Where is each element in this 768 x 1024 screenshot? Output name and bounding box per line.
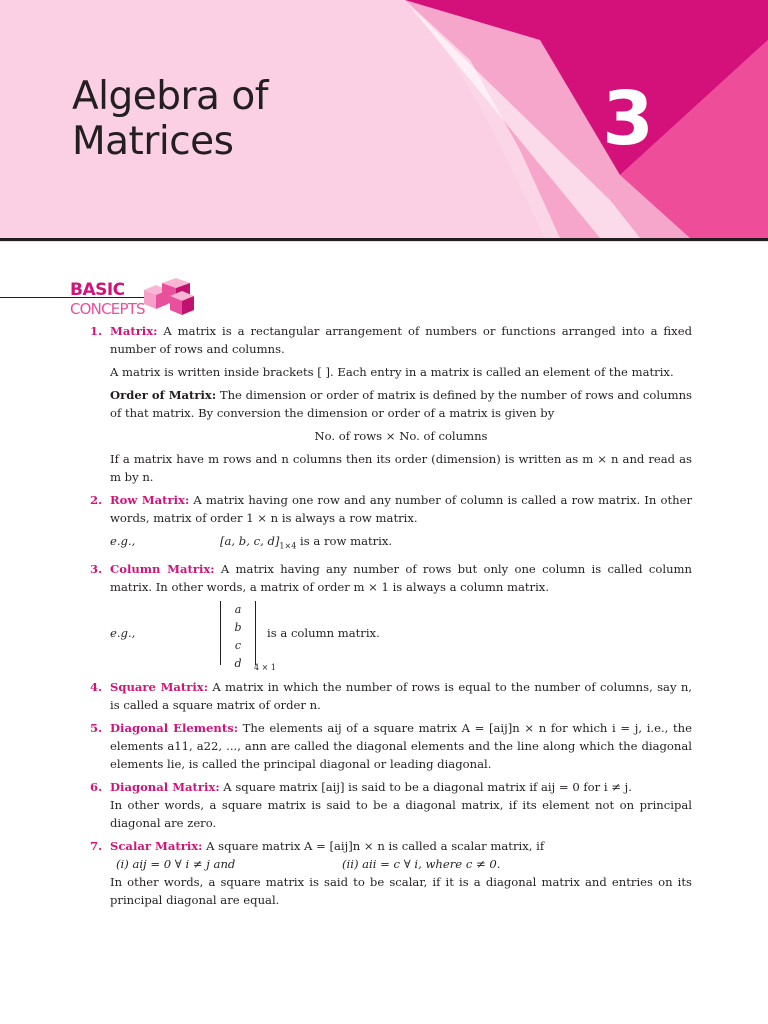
chapter-banner	[0, 0, 768, 242]
section-heading-basic: BASIC	[70, 280, 125, 300]
item-paragraph: If a matrix have m rows and n columns then its order (dimension) is written as m × n and read as m by n.	[110, 452, 692, 484]
item-paragraph: In other words, a square matrix is said to be scalar, if it is a diagonal matrix and entries on its principal diagonal are equal.	[110, 875, 692, 908]
item-text: A matrix having any number of rows but only one column is called column matrix. In other words, a matrix of order m × 1 is always a column matrix.	[110, 562, 693, 595]
item-number: 1.	[90, 324, 103, 338]
matrix-entry: b	[234, 621, 242, 635]
example-matrix: [a, b, c, d]	[220, 534, 280, 548]
list-item-diagonal-elements	[90, 719, 692, 773]
item-text: A square matrix A = [aij]n × n is called a scalar matrix, if	[202, 839, 545, 854]
item-paragraph	[110, 491, 692, 527]
list-item-diagonal-matrix	[90, 778, 692, 832]
item-paragraph	[110, 778, 692, 796]
item-number: 5.	[90, 721, 103, 736]
item-paragraph	[110, 560, 692, 596]
item-paragraph	[110, 322, 692, 358]
cubes-icon	[140, 276, 198, 316]
example-order: 1×4	[279, 541, 297, 551]
condition-1: (i) aij = 0 ∀ i ≠ j and	[116, 857, 236, 872]
section-heading-concepts: CONCEPTS	[70, 300, 145, 318]
example-tail: is a column matrix.	[267, 626, 380, 641]
matrix-entry: d	[234, 657, 242, 671]
eg-label: e.g.,	[110, 534, 136, 548]
item-paragraph: A matrix is written inside brackets [ ]. Each entry in a matrix is called an element of the matrix.	[110, 365, 674, 379]
item-text: The elements aij of a square matrix A = [aij]n × n for which i = j, i.e., the elements a11, a22, ..., ann are called the diagonal elements and the line along which the diagonal elements lie, is called the principal diagonal or leading diagonal.	[110, 721, 692, 772]
item-term: Scalar Matrix:	[110, 839, 203, 854]
item-text: A square matrix [aij] is said to be a diagonal matrix if aij = 0 for i ≠ j.	[219, 780, 632, 795]
column-matrix	[220, 601, 256, 671]
item-paragraph: In other words, a square matrix is said to be a diagonal matrix, if its element not on principal diagonal are zero.	[110, 798, 692, 831]
concepts-list	[90, 322, 692, 909]
item-number: 7.	[90, 839, 103, 854]
item-paragraph	[110, 386, 692, 422]
list-item-row-matrix	[90, 491, 692, 555]
list-item-column-matrix	[90, 560, 692, 673]
item-term: Diagonal Elements:	[110, 721, 239, 736]
matrix-entry: a	[234, 603, 242, 617]
item-text: The dimension or order of matrix is defined by the number of rows and columns of that matrix. By conversion the dimension or order of a matrix is given by	[110, 388, 692, 420]
item-number: 4.	[90, 680, 103, 695]
item-term: Diagonal Matrix:	[110, 780, 220, 795]
item-text: A matrix in which the number of rows is equal to the number of columns, say n, is called a square matrix of order n.	[110, 680, 692, 713]
subterm: Order of Matrix:	[110, 388, 217, 402]
item-paragraph	[110, 678, 692, 714]
item-term: Row Matrix:	[110, 493, 190, 507]
item-term: Column Matrix:	[110, 562, 215, 577]
condition-2: (ii) aii = c ∀ i, where c ≠ 0.	[342, 857, 501, 872]
example-line	[110, 532, 692, 555]
item-term: Matrix:	[110, 324, 158, 338]
example-tail: is a row matrix.	[296, 534, 393, 548]
item-text: A matrix having one row and any number of column is called a row matrix. In other words, matrix of order 1 × n is always a row matrix.	[110, 493, 692, 525]
list-item-square-matrix	[90, 678, 692, 714]
chapter-title	[72, 74, 268, 164]
conditions	[110, 855, 692, 873]
item-term: Square Matrix:	[110, 680, 208, 695]
column-matrix-example	[110, 601, 692, 673]
item-paragraph	[110, 719, 692, 773]
matrix-entry: c	[234, 639, 242, 653]
eg-label: e.g.,	[110, 626, 136, 641]
item-number: 2.	[90, 493, 103, 507]
item-text: A matrix is a rectangular arrangement of numbers or functions arranged into a fixed number of rows and columns.	[110, 324, 692, 356]
item-number: 3.	[90, 562, 103, 577]
matrix-order: 4 × 1	[254, 663, 276, 673]
title-line-2: Matrices	[72, 119, 234, 164]
chapter-number: 3	[602, 76, 654, 162]
formula: No. of rows × No. of columns	[314, 429, 488, 443]
list-item-matrix	[90, 322, 692, 486]
banner-rule	[0, 238, 768, 241]
title-line-1: Algebra of	[72, 74, 268, 119]
item-number: 6.	[90, 780, 103, 795]
item-paragraph	[110, 837, 692, 855]
list-item-scalar-matrix	[90, 837, 692, 909]
